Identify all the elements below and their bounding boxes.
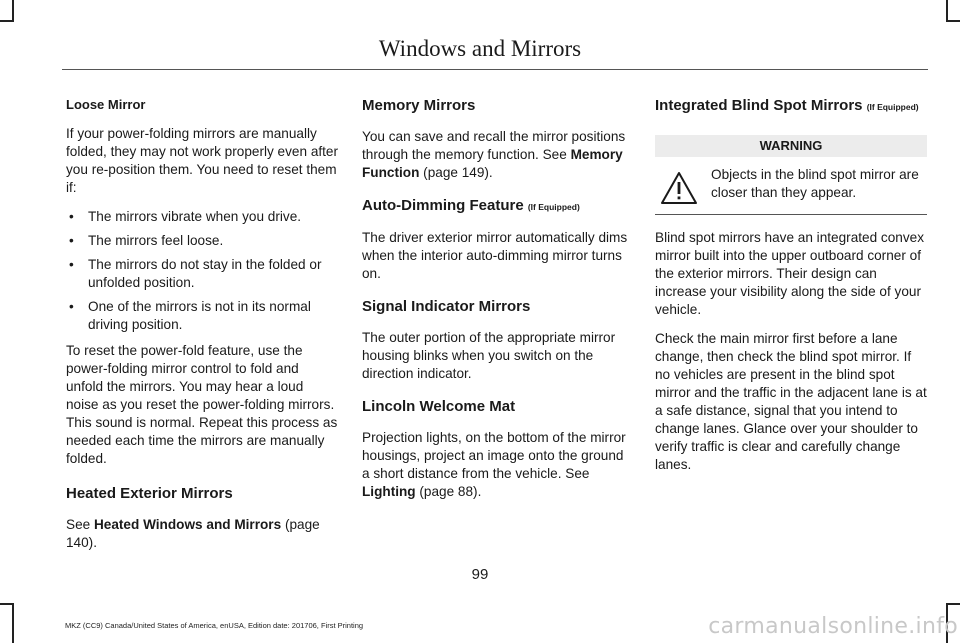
crop-mark [946, 0, 948, 22]
auto-dimming-paragraph: The driver exterior mirror automatically dims when the interior auto-dimming mirror turns on. [362, 230, 628, 281]
text-fragment: See [66, 517, 94, 532]
column-middle [362, 96, 632, 512]
memory-mirrors-heading: Memory Mirrors [362, 97, 476, 114]
if-equipped-tag: (If Equipped) [527, 202, 580, 212]
blind-spot-heading [655, 96, 927, 117]
memory-function-reference-link[interactable]: Memory Function [362, 147, 623, 180]
crop-mark [0, 603, 14, 605]
column-right [655, 96, 927, 485]
memory-mirrors-paragraph [362, 128, 632, 182]
heated-mirrors-heading: Heated Exterior Mirrors [66, 485, 233, 502]
heading-text: Integrated Blind Spot Mirrors [655, 97, 863, 114]
heated-mirrors-paragraph [66, 516, 338, 552]
watermark: carmanualsonline.info [708, 614, 958, 639]
list-item: • The mirrors vibrate when you drive. [66, 208, 338, 226]
column-left [66, 96, 338, 563]
lighting-reference-link[interactable]: Lighting [362, 484, 416, 499]
heading-text: Auto-Dimming Feature [362, 197, 524, 214]
signal-indicator-heading: Signal Indicator Mirrors [362, 298, 531, 315]
reset-paragraph: To reset the power-fold feature, use the power-folding mirror control to fold and unfold the mirrors. You may hear a loud noise as you reset the power-folding mirrors. This sound is normal. Repeat this process as needed each time the mirrors are manually folded. [66, 343, 338, 466]
lane-change-paragraph: Check the main mirror first before a lane change, then check the blind spot mirror. If no vehicles are present in the blind spot mirror and the traffic in the adjacent lane is at a safe distance, signal that you intend to change lanes. Glance over your shoulder to verify traffic is clear and carefully change lanes. [655, 331, 927, 472]
auto-dimming-heading [362, 196, 632, 217]
heated-windows-reference-link[interactable]: Heated Windows and Mirrors [93, 517, 282, 532]
crop-mark [946, 603, 960, 605]
warning-banner: WARNING [655, 135, 927, 157]
warning-triangle-icon [659, 170, 699, 206]
reset-conditions-list [66, 208, 338, 334]
if-equipped-tag: (If Equipped) [866, 102, 919, 112]
blind-spot-paragraph: Blind spot mirrors have an integrated convex mirror built into the upper outboard corner of the exterior mirrors. Their design can increase your visibility along the side of your vehicle. [655, 230, 924, 317]
loose-mirror-heading: Loose Mirror [66, 97, 146, 112]
edition-footer: MKZ (CC9) Canada/United States of America, enUSA, Edition date: 201706, First Printing [65, 621, 364, 630]
warning-text: Objects in the blind spot mirror are closer than they appear. [711, 167, 919, 200]
warning-box [655, 166, 927, 206]
page-number: 99 [471, 566, 489, 583]
crop-mark [12, 603, 14, 643]
signal-indicator-paragraph: The outer portion of the appropriate mirror housing blinks when you switch on the direction indicator. [362, 330, 616, 381]
text-fragment: (page 88). [415, 484, 482, 499]
crop-mark [12, 0, 14, 22]
list-item: • The mirrors feel loose. [66, 232, 338, 250]
text-fragment: Projection lights, on the bottom of the mirror housings, project an image onto the ground a short distance from the vehicle. See [362, 430, 626, 481]
page-title: Windows and Mirrors [378, 36, 582, 61]
text-fragment: (page 149). [419, 165, 493, 180]
text-fragment: You can save and recall the mirror positions through the memory function. See [362, 129, 626, 162]
warning-divider [655, 214, 927, 215]
welcome-mat-heading: Lincoln Welcome Mat [362, 398, 516, 415]
crop-mark [946, 20, 960, 22]
welcome-mat-paragraph [362, 429, 632, 501]
crop-mark [0, 20, 14, 22]
list-item: • The mirrors do not stay in the folded or unfolded position. [66, 256, 338, 292]
text-fragment: (page 140). [66, 517, 320, 550]
header-divider [62, 69, 928, 70]
loose-mirror-paragraph: If your power-folding mirrors are manually folded, they may not work properly even after you re-position them. You need to reset them if: [66, 126, 339, 195]
list-item: • One of the mirrors is not in its normal driving position. [66, 298, 338, 334]
